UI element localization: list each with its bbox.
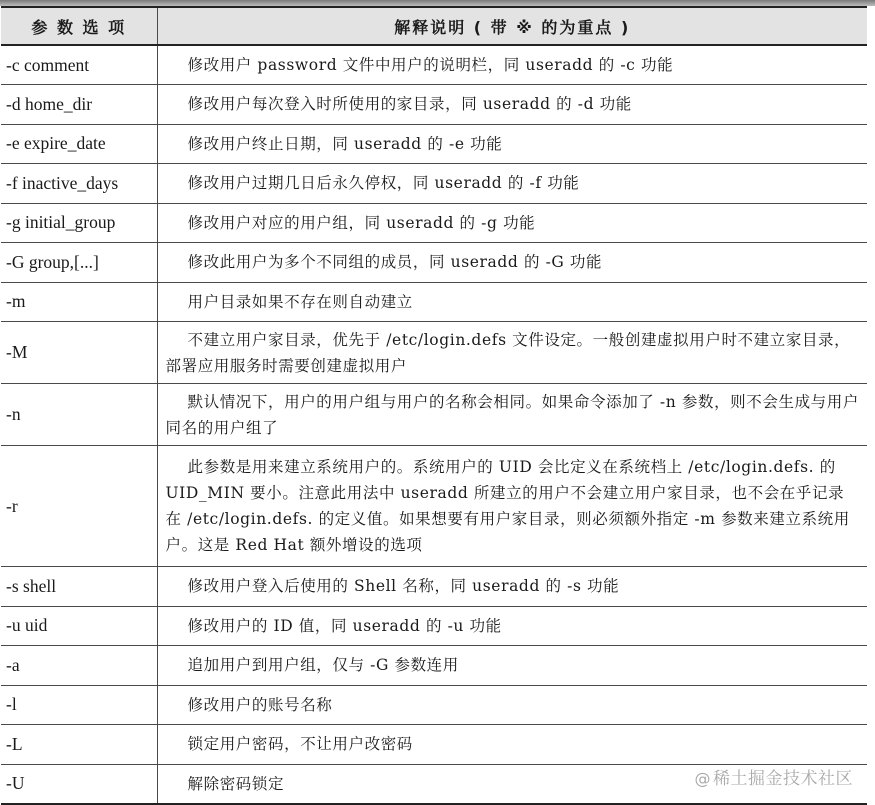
param-cell: -s shell	[1, 567, 157, 607]
desc-cell: 解除密码锁定	[157, 764, 867, 804]
table-row	[1, 322, 867, 384]
param-cell: -l	[1, 685, 157, 725]
table-row	[1, 164, 867, 204]
watermark-text: 稀土掘金技术社区	[713, 769, 853, 789]
desc-cell: 修改用户每次登入时所使用的家目录，同 useradd 的 -d 功能	[157, 85, 867, 125]
table-row	[1, 243, 867, 283]
desc-text: 默认情况下，用户的用户组与用户的名称会相同。如果命令添加了 -n 参数，则不会生成与用户同名的用户组了	[165, 392, 859, 437]
table-row	[1, 45, 867, 85]
desc-cell	[157, 322, 867, 384]
watermark	[695, 764, 854, 789]
param-cell: -c comment	[1, 45, 157, 85]
table-header-row	[1, 7, 867, 45]
table-row	[1, 646, 867, 686]
param-cell: -r	[1, 446, 157, 567]
watermark-at: @	[694, 769, 711, 788]
desc-cell	[157, 384, 867, 446]
header-desc: 解释说明 ( 带 ※ 的为重点 )	[157, 7, 867, 45]
desc-cell: 修改用户登入后使用的 Shell 名称，同 useradd 的 -s 功能	[157, 567, 867, 607]
desc-cell: 修改用户的 ID 值，同 useradd 的 -u 功能	[157, 606, 867, 646]
param-cell: -f inactive_days	[1, 164, 157, 204]
desc-cell: 修改用户 password 文件中用户的说明栏，同 useradd 的 -c 功能	[157, 45, 867, 85]
table-row	[1, 446, 867, 567]
param-cell: -e expire_date	[1, 124, 157, 164]
desc-cell: 锁定用户密码，不让用户改密码	[157, 725, 867, 765]
param-cell: -a	[1, 646, 157, 686]
header-param: 参 数 选 项	[1, 7, 157, 45]
desc-cell: 修改用户的账号名称	[157, 685, 867, 725]
param-cell: -L	[1, 725, 157, 765]
table-row	[1, 282, 867, 322]
param-cell: -n	[1, 384, 157, 446]
desc-cell	[157, 446, 867, 567]
table-row	[1, 203, 867, 243]
param-cell: -G group,[...]	[1, 243, 157, 283]
desc-text: 此参数是用来建立系统用户的。系统用户的 UID 会比定义在系统档上 /etc/login.defs. 的 UID_MIN 要小。注意此用法中 useradd 所建立的用户不会建立用户家目录，也不会在乎记录在 /etc/login.defs. 的定义值。如果想要有用户家目录，则必须额外指定 -m 参数来建立系统用户。这是 Red Hat 额外增设的选项	[165, 458, 850, 554]
table-row	[1, 85, 867, 125]
param-cell: -U	[1, 764, 157, 804]
desc-cell: 修改用户对应的用户组，同 useradd 的 -g 功能	[157, 203, 867, 243]
desc-cell: 追加用户到用户组，仅与 -G 参数连用	[157, 646, 867, 686]
table-row	[1, 384, 867, 446]
param-cell: -m	[1, 282, 157, 322]
desc-cell: 修改此用户为多个不同组的成员，同 useradd 的 -G 功能	[157, 243, 867, 283]
table-row	[1, 725, 867, 765]
desc-cell: 修改用户终止日期，同 useradd 的 -e 功能	[157, 124, 867, 164]
param-cell: -M	[1, 322, 157, 384]
desc-cell: 修改用户过期几日后永久停权，同 useradd 的 -f 功能	[157, 164, 867, 204]
desc-text: 不建立用户家目录，优先于 /etc/login.defs 文件设定。一般创建虚拟用户时不建立家目录，部署应用服务时需要创建虚拟用户	[165, 330, 851, 375]
param-cell: -g initial_group	[1, 203, 157, 243]
table-row	[1, 685, 867, 725]
table-row	[1, 567, 867, 607]
table-row	[1, 124, 867, 164]
table-row	[1, 606, 867, 646]
desc-cell: 用户目录如果不存在则自动建立	[157, 282, 867, 322]
option-table	[1, 6, 867, 805]
param-cell: -d home_dir	[1, 85, 157, 125]
param-cell: -u uid	[1, 606, 157, 646]
